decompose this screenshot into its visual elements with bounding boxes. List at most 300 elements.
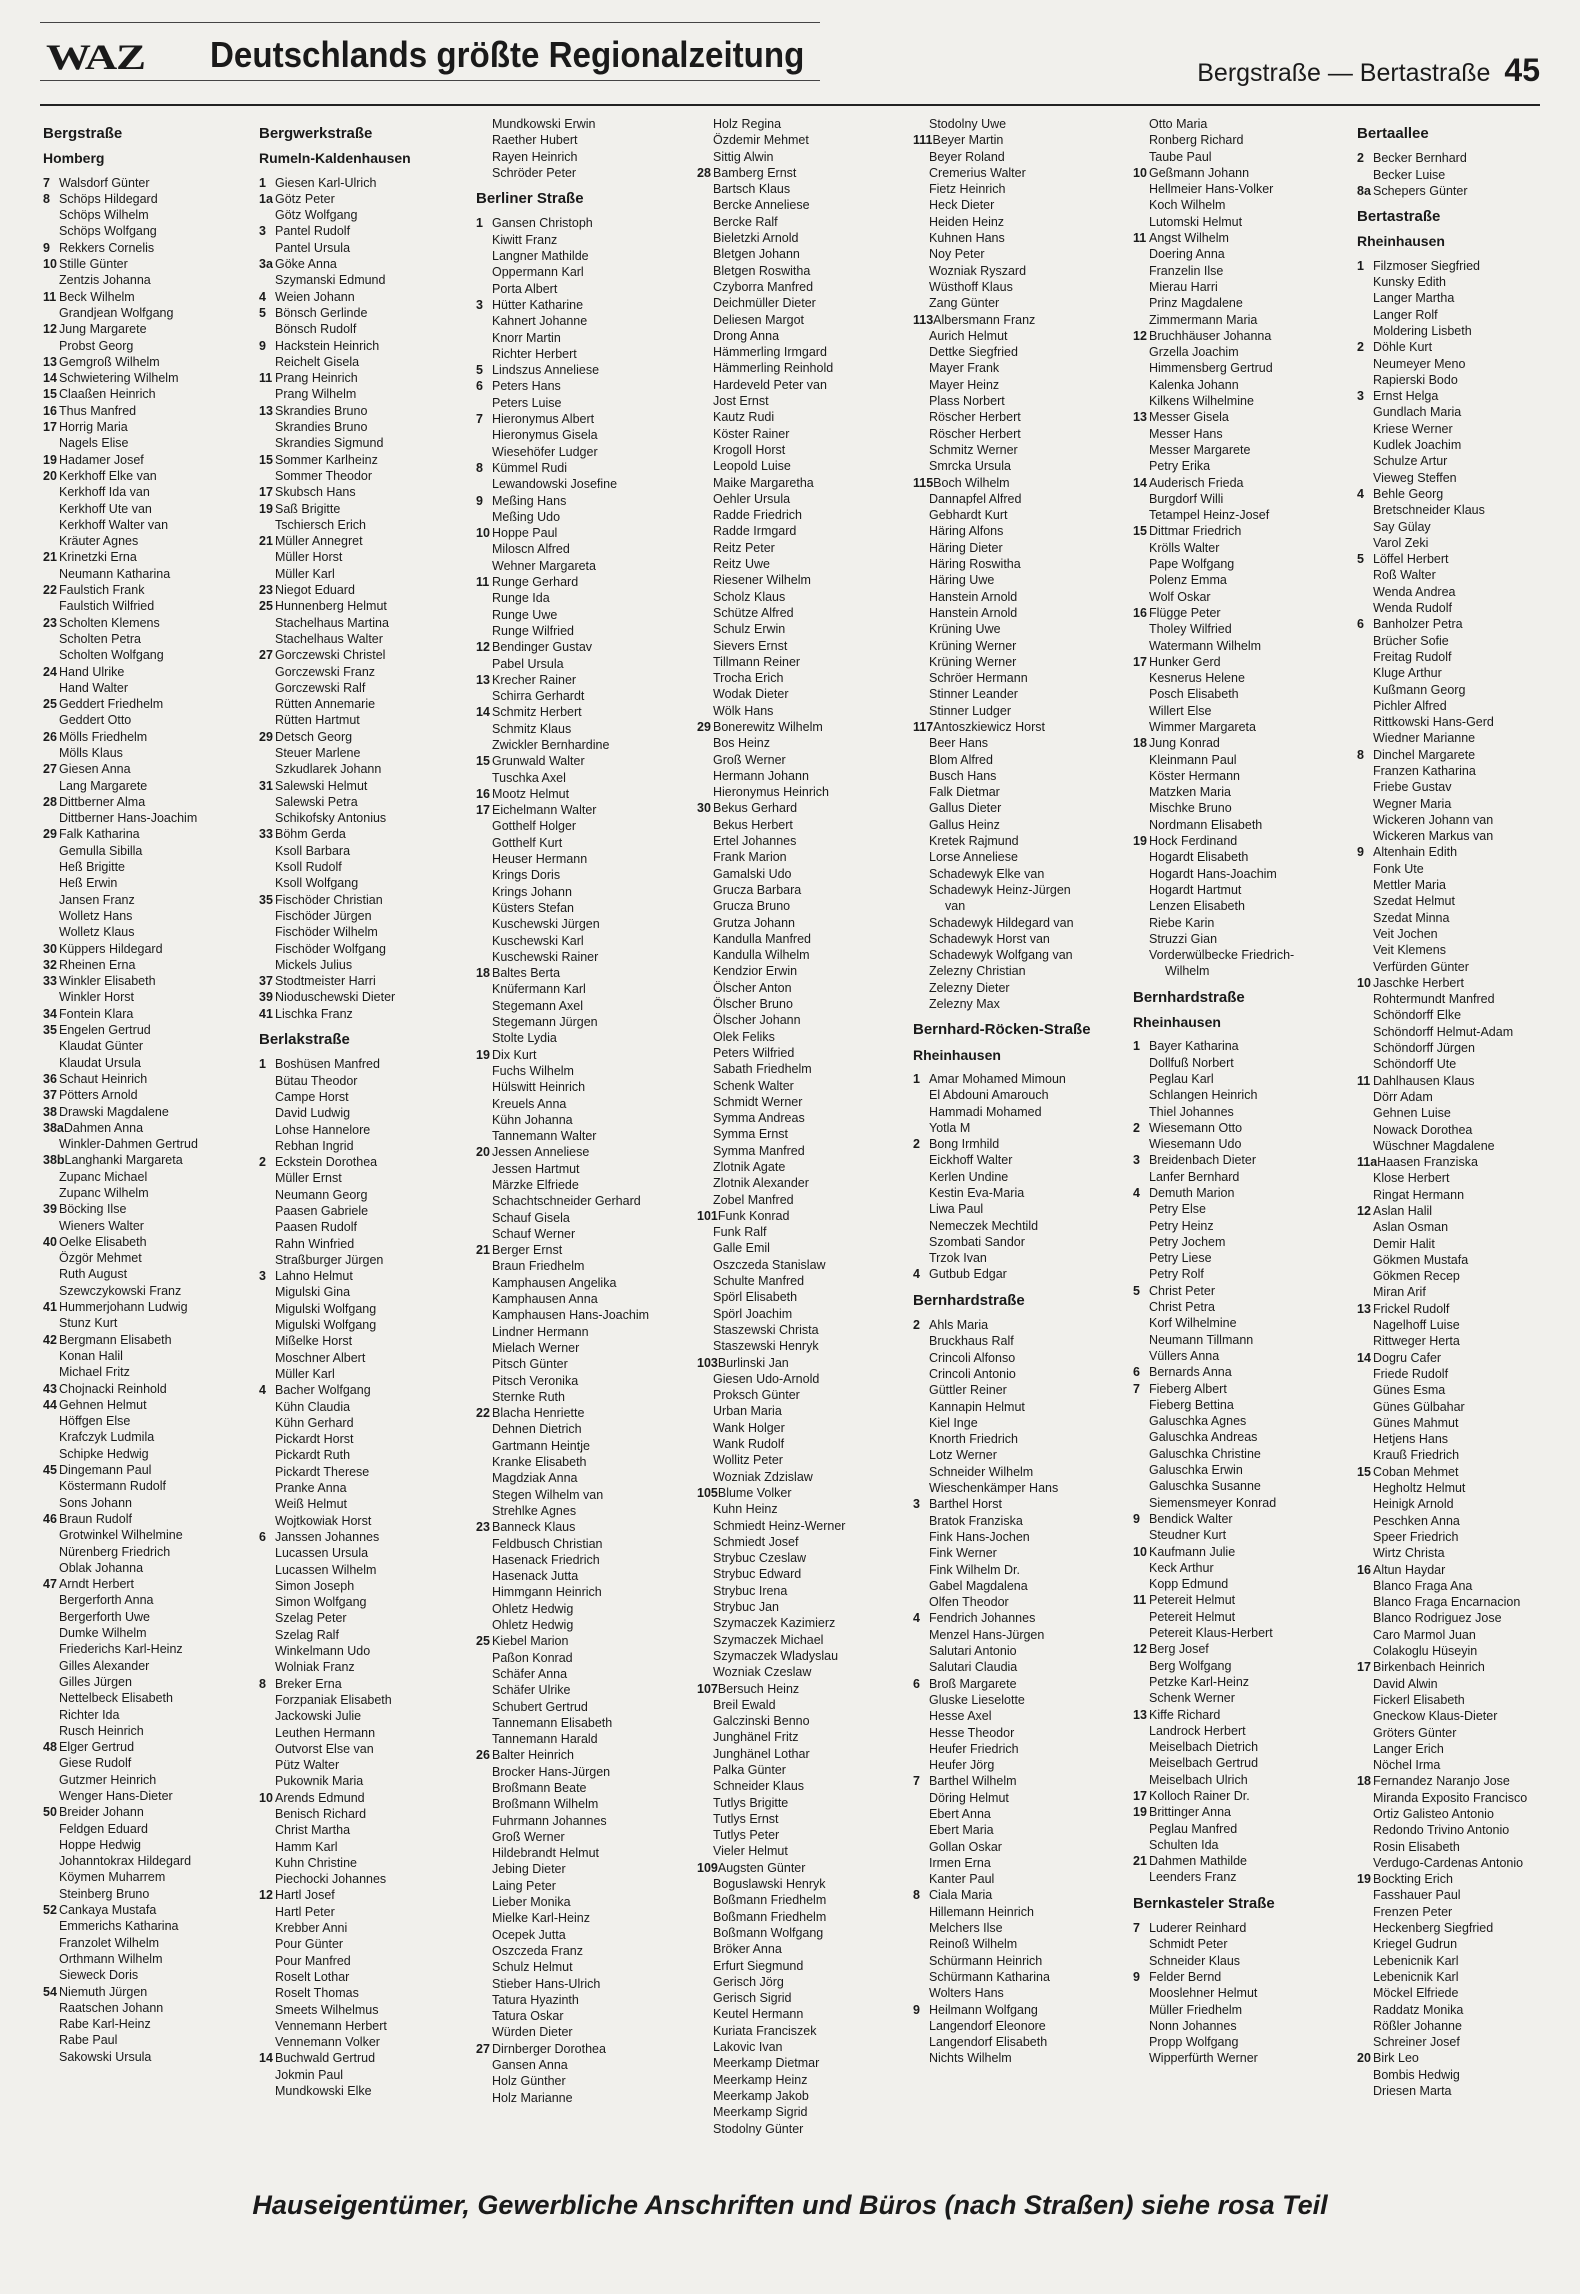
- resident-entry: [43, 533, 257, 549]
- resident-name: Piechocki Johannes: [275, 1872, 387, 1887]
- resident-name: Lotz Werner: [929, 1448, 997, 1463]
- resident-name: Hillemann Heinrich: [929, 1904, 1034, 1919]
- resident-entry: [259, 1627, 473, 1643]
- resident-entry: [913, 1725, 1127, 1741]
- resident-name: Winkler Elisabeth: [59, 974, 156, 989]
- resident-entry: [259, 761, 473, 777]
- resident-entry: [1357, 812, 1571, 828]
- resident-entry: [43, 1266, 257, 1282]
- resident-entry: [476, 378, 690, 394]
- resident-name: Funk Konrad: [717, 1208, 790, 1223]
- resident-entry: [913, 1234, 1127, 1250]
- resident-name: Lakovic Ivan: [713, 2040, 783, 2055]
- resident-name: Schmitz Werner: [929, 442, 1018, 457]
- resident-name: Altun Haydar: [1373, 1562, 1446, 1577]
- resident-entry: [697, 1387, 911, 1403]
- resident-name: Gollan Oskar: [929, 1839, 1002, 1854]
- resident-entry: [1133, 1592, 1347, 1608]
- resident-name: Hummerjohann Ludwig: [59, 1300, 188, 1315]
- resident-entry: [476, 493, 690, 509]
- resident-entry: [697, 866, 911, 882]
- resident-entry: [43, 1918, 257, 1934]
- resident-entry: [43, 517, 257, 533]
- resident-name: Melchers Ilse: [929, 1921, 1003, 1936]
- resident-entry: [1357, 1806, 1571, 1822]
- resident-name: Peschken Anna: [1373, 1513, 1460, 1528]
- resident-entry: [913, 1936, 1127, 1952]
- resident-entry: [476, 1128, 690, 1144]
- resident-name: Wüsthoff Klaus: [929, 279, 1013, 294]
- resident-name: Groß Werner: [713, 752, 786, 767]
- house-number: 12: [476, 640, 490, 655]
- resident-entry: [697, 1257, 911, 1273]
- resident-entry: [913, 1201, 1127, 1217]
- resident-name: Wozniak Czeslaw: [713, 1665, 812, 1680]
- resident-entry: [1357, 1659, 1571, 1675]
- resident-name: Klaudat Ursula: [59, 1055, 141, 1070]
- resident-entry: [697, 1615, 911, 1631]
- house-number: 8: [913, 1888, 920, 1903]
- resident-entry: [1357, 2083, 1571, 2099]
- resident-name: Caro Marmol Juan: [1373, 1627, 1476, 1642]
- resident-entry: [43, 1364, 257, 1380]
- resident-entry: [259, 1594, 473, 1610]
- house-number: 8: [43, 191, 50, 206]
- resident-entry: [259, 1187, 473, 1203]
- house-number: 23: [43, 615, 57, 630]
- resident-entry: [1357, 1236, 1571, 1252]
- resident-name: Raether Hubert: [492, 133, 578, 148]
- resident-name: Horrig Maria: [59, 420, 128, 435]
- resident-name: Schadewyk Horst van: [929, 931, 1050, 946]
- resident-name: Campe Horst: [275, 1089, 349, 1104]
- resident-name: Ksoll Barbara: [275, 843, 351, 858]
- resident-name: Krüning Werner: [929, 654, 1017, 669]
- resident-entry: [1357, 1969, 1571, 1985]
- resident-name: Röscher Herbert: [929, 410, 1021, 425]
- house-number: 11: [1133, 231, 1147, 246]
- resident-name: Szkudlarek Johann: [275, 762, 382, 777]
- resident-entry: [1357, 779, 1571, 795]
- resident-entry: [697, 784, 911, 800]
- resident-name: Hämmerling Reinhold: [713, 361, 834, 376]
- resident-entry: [259, 631, 473, 647]
- resident-name: Nürenberg Friedrich: [59, 1544, 171, 1559]
- resident-name: Heckenberg Siegfried: [1373, 1921, 1494, 1936]
- resident-name: David Ludwig: [275, 1106, 351, 1121]
- resident-name: Hunker Gerd: [1149, 654, 1221, 669]
- resident-name: Cremerius Walter: [929, 165, 1026, 180]
- resident-entry: [43, 1169, 257, 1185]
- street-heading: Bergwerkstraße: [259, 125, 373, 142]
- resident-entry: [259, 289, 473, 305]
- street-heading: Bergstraße: [43, 125, 123, 142]
- resident-entry: [476, 1813, 690, 1829]
- resident-entry: [1133, 1821, 1347, 1837]
- house-number: 11: [1357, 1073, 1371, 1088]
- resident-entry: [697, 572, 911, 588]
- resident-entry: [476, 770, 690, 786]
- resident-entry: [259, 745, 473, 761]
- resident-name: Langer Rolf: [1373, 307, 1438, 322]
- resident-entry: [259, 1545, 473, 1561]
- resident-name: Rayen Heinrich: [492, 149, 578, 164]
- resident-name: Pape Wolfgang: [1149, 557, 1235, 572]
- resident-entry: [697, 1518, 911, 1534]
- resident-name: Gemgroß Wilhelm: [59, 354, 160, 369]
- resident-entry: [1357, 372, 1571, 388]
- resident-entry: [259, 240, 473, 256]
- resident-entry: [259, 1447, 473, 1463]
- house-number: 9: [1357, 845, 1364, 860]
- resident-entry: [1133, 605, 1347, 621]
- resident-entry: [259, 1006, 473, 1022]
- resident-entry: [1133, 507, 1347, 523]
- house-number: 27: [43, 762, 57, 777]
- resident-entry: [259, 1236, 473, 1252]
- resident-entry: [1133, 1136, 1347, 1152]
- resident-entry: [697, 393, 911, 409]
- resident-entry: [43, 1495, 257, 1511]
- resident-entry: [1133, 1560, 1347, 1576]
- resident-entry: [1133, 784, 1347, 800]
- resident-entry: [1133, 1707, 1347, 1723]
- resident-entry: [43, 1136, 257, 1152]
- resident-entry: [1357, 942, 1571, 958]
- resident-entry: [259, 484, 473, 500]
- resident-entry: [1357, 1871, 1571, 1887]
- resident-entry: [1133, 1544, 1347, 1560]
- resident-name: Brittinger Anna: [1149, 1805, 1231, 1820]
- street-heading: Bernhardstraße: [1133, 988, 1245, 1006]
- resident-name: Müller Karl: [275, 1366, 335, 1381]
- resident-name: Prinz Magdalene: [1149, 296, 1243, 311]
- resident-entry: [259, 1741, 473, 1757]
- resident-entry: [43, 631, 257, 647]
- resident-name: Bonerewitz Wilhelm: [713, 719, 823, 734]
- resident-name: Dittmar Friedrich: [1149, 524, 1242, 539]
- resident-entry: [697, 442, 911, 458]
- resident-entry: [43, 1446, 257, 1462]
- house-number: 15: [476, 754, 490, 769]
- resident-name: Bersuch Heinz: [717, 1681, 800, 1696]
- resident-name: Kamphausen Anna: [492, 1292, 598, 1307]
- resident-entry: [913, 1871, 1127, 1887]
- resident-name: Stolte Lydia: [492, 1031, 557, 1046]
- resident-entry: [43, 1185, 257, 1201]
- resident-entry: [913, 1366, 1127, 1382]
- resident-entry: [259, 1855, 473, 1871]
- resident-entry: [1133, 768, 1347, 784]
- house-number: 9: [476, 493, 483, 508]
- resident-entry: [1133, 409, 1347, 425]
- resident-entry: [913, 214, 1127, 230]
- resident-name: Roselt Lothar: [275, 1969, 350, 1984]
- resident-entry: [43, 1348, 257, 1364]
- resident-name: Rahn Winfried: [275, 1236, 355, 1251]
- house-number: 35: [259, 892, 273, 907]
- resident-name: Köster Hermann: [1149, 768, 1241, 783]
- resident-name: Fink Wilhelm Dr.: [929, 1562, 1020, 1577]
- resident-entry: [476, 1927, 690, 1943]
- resident-entry: [1133, 263, 1347, 279]
- resident-name: Kandulla Manfred: [713, 931, 811, 946]
- resident-entry: [43, 1104, 257, 1120]
- resident-entry: [43, 289, 257, 305]
- resident-entry: [697, 735, 911, 751]
- resident-name: Posch Elisabeth: [1149, 687, 1239, 702]
- resident-entry: [913, 1513, 1127, 1529]
- house-number: 34: [43, 1006, 57, 1021]
- resident-entry: [259, 452, 473, 468]
- resident-entry: [476, 2057, 690, 2073]
- house-number: 27: [259, 648, 273, 663]
- resident-name: Kerlen Undine: [929, 1169, 1009, 1184]
- resident-entry: [1357, 535, 1571, 551]
- resident-name: Sabath Friedhelm: [713, 1062, 812, 1077]
- resident-entry: [476, 1715, 690, 1731]
- resident-entry: [1357, 1317, 1571, 1333]
- resident-name: Paßon Konrad: [492, 1650, 573, 1665]
- resident-entry: [476, 1943, 690, 1959]
- resident-entry: [259, 1725, 473, 1741]
- resident-entry: [1357, 1920, 1571, 1936]
- resident-name: Ksoll Rudolf: [275, 860, 342, 875]
- resident-name: Ebert Maria: [929, 1823, 994, 1838]
- resident-name: Wolf Oskar: [1149, 589, 1211, 604]
- resident-entry: [913, 1839, 1127, 1855]
- resident-name: Skubsch Hans: [275, 485, 356, 500]
- resident-entry: [1357, 307, 1571, 323]
- resident-entry: [476, 656, 690, 672]
- street-heading: Bertastraße: [1357, 208, 1441, 226]
- resident-entry: [697, 1452, 911, 1468]
- resident-name: Günes Mahmut: [1373, 1415, 1459, 1430]
- resident-entry: [476, 1976, 690, 1992]
- resident-name: Bönsch Rudolf: [275, 322, 357, 337]
- house-number: 13: [1133, 1707, 1147, 1722]
- resident-name: Kuschewski Karl: [492, 933, 584, 948]
- resident-name: Pütz Walter: [275, 1758, 340, 1773]
- resident-entry: [1133, 2018, 1347, 2034]
- resident-name: Hieronymus Heinrich: [713, 785, 830, 800]
- resident-name: Hieronymus Albert: [492, 412, 595, 427]
- resident-name: Hoppe Paul: [492, 526, 558, 541]
- resident-entry: [259, 1887, 473, 1903]
- resident-name: Oehler Ursula: [713, 491, 791, 506]
- resident-entry: [697, 638, 911, 654]
- resident-entry: [1357, 1170, 1571, 1186]
- resident-entry: [913, 1350, 1127, 1366]
- resident-name: Wiesemann Otto: [1149, 1120, 1243, 1135]
- resident-name: Schadewyk Elke van: [929, 866, 1045, 881]
- resident-name: Korf Wilhelmine: [1149, 1316, 1237, 1331]
- resident-entry: [697, 214, 911, 230]
- resident-entry: [259, 1219, 473, 1235]
- resident-name: Gerisch Sigrid: [713, 1991, 792, 2006]
- resident-name: Runge Gerhard: [492, 575, 579, 590]
- house-number: 3: [476, 297, 483, 312]
- resident-name: Beyer Roland: [929, 149, 1005, 164]
- resident-entry: [697, 1762, 911, 1778]
- resident-name: Kendzior Erwin: [713, 964, 798, 979]
- resident-entry: [1357, 1219, 1571, 1235]
- house-number: 6: [913, 1676, 920, 1691]
- resident-name: Kümmel Rudi: [492, 460, 568, 475]
- resident-entry: [913, 1218, 1127, 1234]
- resident-entry: [1133, 817, 1347, 833]
- resident-entry: [476, 149, 690, 165]
- resident-entry: [1133, 1332, 1347, 1348]
- resident-name: Nemeczek Mechtild: [929, 1218, 1039, 1233]
- resident-name: Hand Walter: [59, 680, 129, 695]
- resident-name: Mielke Karl-Heinz: [492, 1911, 590, 1926]
- resident-entry: [476, 1373, 690, 1389]
- resident-entry: [43, 1429, 257, 1445]
- resident-name: Verfürden Günter: [1373, 959, 1469, 974]
- resident-name: Grucza Barbara: [713, 882, 802, 897]
- resident-name: Stunz Kurt: [59, 1316, 118, 1331]
- resident-name: Nettelbeck Elisabeth: [59, 1691, 173, 1706]
- resident-entry: [476, 1780, 690, 1796]
- resident-entry: [1133, 1804, 1347, 1820]
- resident-name: Bergerforth Uwe: [59, 1609, 151, 1624]
- resident-name: Salutari Claudia: [929, 1660, 1018, 1675]
- resident-entry: [259, 1122, 473, 1138]
- resident-entry: [476, 1731, 690, 1747]
- resident-entry: [913, 2034, 1127, 2050]
- resident-entry: [43, 989, 257, 1005]
- resident-entry: [259, 1496, 473, 1512]
- resident-name: Peters Hans: [492, 379, 561, 394]
- resident-entry: [1357, 2034, 1571, 2050]
- house-number: 7: [913, 1774, 920, 1789]
- resident-name: Kudlek Joachim: [1373, 438, 1462, 453]
- resident-entry: [1357, 502, 1571, 518]
- resident-entry: [259, 1073, 473, 1089]
- resident-name: Aurich Helmut: [929, 328, 1008, 343]
- district-heading: Rumeln-Kaldenhausen: [259, 150, 411, 167]
- resident-entry: [913, 963, 1127, 979]
- resident-entry: [913, 654, 1127, 670]
- resident-entry: [43, 941, 257, 957]
- resident-name: Gökmen Recep: [1373, 1269, 1460, 1284]
- resident-name: Spörl Joachim: [713, 1306, 793, 1321]
- resident-name: Wirtz Christa: [1373, 1546, 1445, 1561]
- resident-entry: [476, 116, 690, 132]
- resident-entry: [259, 354, 473, 370]
- resident-name: Klose Herbert: [1373, 1171, 1450, 1186]
- resident-name: Galle Emil: [713, 1241, 770, 1256]
- resident-entry: [1357, 1464, 1571, 1480]
- resident-entry: [476, 1161, 690, 1177]
- resident-entry: [43, 598, 257, 614]
- house-number: 46: [43, 1511, 57, 1526]
- resident-entry: [1133, 1511, 1347, 1527]
- resident-entry: [476, 1584, 690, 1600]
- resident-entry: [476, 1258, 690, 1274]
- resident-name: Strybuc Czeslaw: [713, 1551, 807, 1566]
- house-number: 101: [697, 1208, 718, 1223]
- resident-name: Heilmann Wolfgang: [929, 2002, 1038, 2017]
- resident-entry: [259, 892, 473, 908]
- resident-name: Hunnenberg Helmut: [275, 599, 387, 614]
- resident-entry: [1357, 470, 1571, 486]
- resident-entry: [43, 1332, 257, 1348]
- resident-entry: [697, 1485, 911, 1501]
- resident-entry: [913, 996, 1127, 1012]
- house-number: 3a: [259, 257, 273, 272]
- resident-name: Niegot Eduard: [275, 583, 355, 598]
- resident-entry: [1357, 1350, 1571, 1366]
- resident-entry: [1133, 849, 1347, 865]
- resident-entry: [1357, 1007, 1571, 1023]
- house-number: 14: [1357, 1350, 1371, 1365]
- resident-name: Kahnert Johanne: [492, 314, 588, 329]
- resident-name: Giesen Karl-Ulrich: [275, 175, 377, 190]
- resident-entry: [697, 1583, 911, 1599]
- resident-name: Messer Gisela: [1149, 410, 1229, 425]
- resident-entry: [476, 1421, 690, 1437]
- resident-name: Rütten Hartmut: [275, 713, 360, 728]
- resident-entry: [913, 898, 1127, 914]
- resident-entry: [913, 1250, 1127, 1266]
- resident-entry: [476, 297, 690, 313]
- resident-name: Dahlhausen Klaus: [1373, 1073, 1475, 1088]
- resident-name: Banholzer Petra: [1373, 617, 1463, 632]
- resident-name: Giesen Udo-Arnold: [713, 1371, 820, 1386]
- resident-name: Feldbusch Christian: [492, 1536, 603, 1551]
- resident-entry: [1357, 1676, 1571, 1692]
- resident-name: Krings Doris: [492, 868, 561, 883]
- resident-entry: [913, 507, 1127, 523]
- resident-entry: [1133, 540, 1347, 556]
- resident-name: Langendorf Elisabeth: [929, 2035, 1048, 2050]
- resident-name: Prang Wilhelm: [275, 387, 357, 402]
- resident-name: Häring Alfons: [929, 524, 1004, 539]
- resident-name: Rößler Johanne: [1373, 2018, 1462, 2033]
- resident-name: Braun Friedhelm: [492, 1259, 585, 1274]
- resident-entry: [43, 1837, 257, 1853]
- resident-name: Kluge Arthur: [1373, 666, 1442, 681]
- resident-entry: [1133, 1969, 1347, 1985]
- resident-name: Blom Alfred: [929, 752, 993, 767]
- resident-entry: [913, 1708, 1127, 1724]
- resident-entry: [1357, 1415, 1571, 1431]
- house-number: 40: [43, 1234, 57, 1249]
- resident-entry: [913, 1266, 1127, 1282]
- resident-entry: [476, 851, 690, 867]
- resident-entry: [43, 1625, 257, 1641]
- resident-entry: [476, 1487, 690, 1503]
- resident-entry: [476, 1861, 690, 1877]
- house-number: 4: [913, 1267, 920, 1282]
- resident-name: Ronberg Richard: [1149, 133, 1244, 148]
- resident-name: Skrandies Bruno: [275, 420, 368, 435]
- resident-entry: [476, 867, 690, 883]
- resident-entry: [259, 305, 473, 321]
- resident-name: Meiselbach Gertrud: [1149, 1756, 1259, 1771]
- resident-name: Müller Friedhelm: [1149, 2002, 1243, 2017]
- resident-entry: [259, 1871, 473, 1887]
- house-number: 12: [1357, 1204, 1371, 1218]
- resident-name: Jebing Dieter: [492, 1862, 566, 1877]
- resident-name: Busch Hans: [929, 768, 997, 783]
- house-number: 19: [1133, 1805, 1147, 1820]
- house-number: 1a: [259, 191, 273, 206]
- resident-name: Gotthelf Kurt: [492, 835, 563, 850]
- resident-name: Outvorst Else van: [275, 1741, 374, 1756]
